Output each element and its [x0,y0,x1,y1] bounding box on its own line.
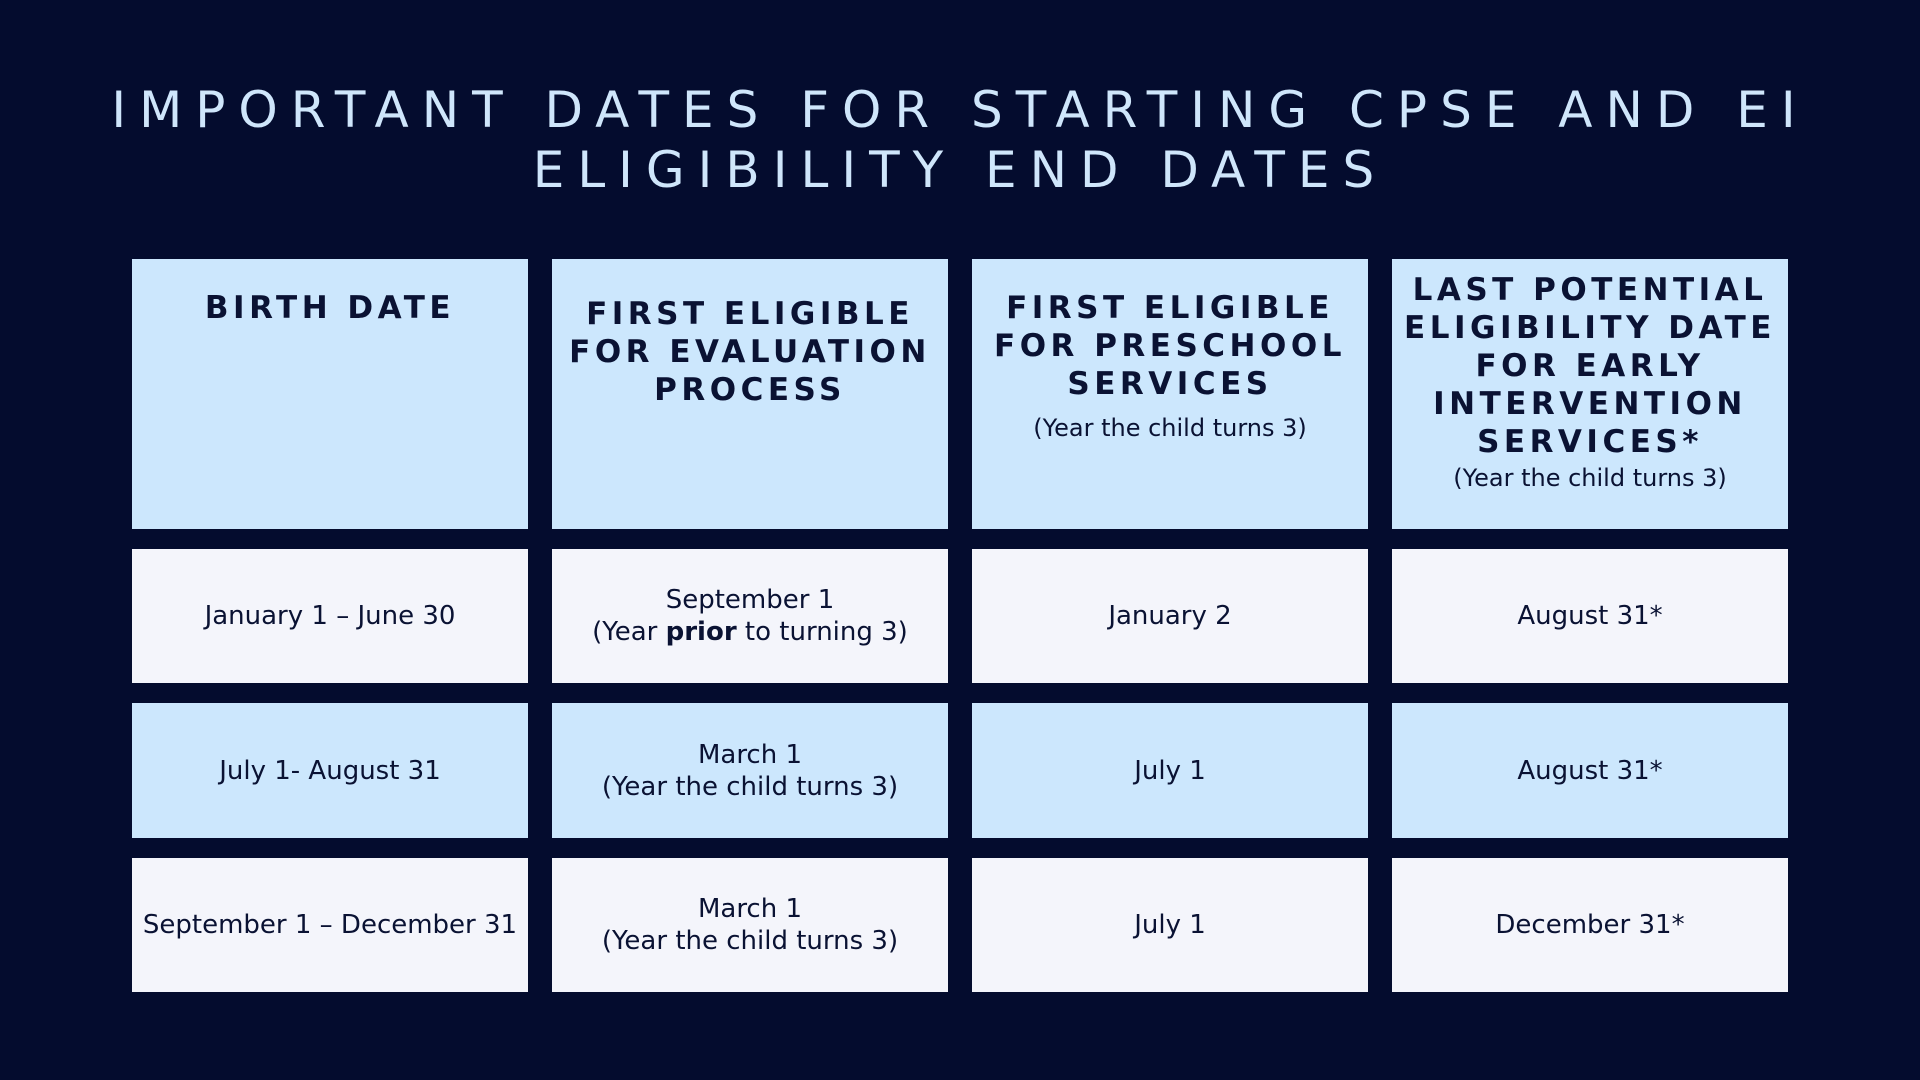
header-first-eligible-evaluation [552,259,948,529]
evaluation-note: (Year the child turns 3) [601,771,899,802]
header-birth-date [132,259,528,529]
evaluation-note-emphasis: prior [665,617,737,647]
preschool-date-value: July 1 [1134,910,1206,940]
birth-date-value: July 1- August 31 [219,755,441,786]
table-row-1-evaluation [552,549,948,683]
ei-end-date-value: August 31* [1517,601,1663,631]
table-row-2-preschool [972,703,1368,838]
table-row-1-birth-date [132,549,528,683]
table-row-1-ei-end [1392,549,1788,683]
table-row-2-ei-end [1392,703,1788,838]
evaluation-note-post: to turning 3) [736,617,908,647]
evaluation-note-pre: (Year [592,617,666,647]
table-row-1-preschool [972,549,1368,683]
header-first-eligible-preschool [972,259,1368,529]
table-row-3-preschool [972,858,1368,992]
evaluation-note: (Year the child turns 3) [601,926,899,956]
birth-date-value: January 1 – June 30 [204,601,456,631]
header-first-eligible-preschool-title: FIRST ELIGIBLE FOR PRESCHOOL SERVICES [994,290,1346,402]
header-first-eligible-evaluation-title: FIRST ELIGIBLE FOR EVALUATION PROCESS [569,296,931,408]
ei-end-date-value: December 31* [1495,910,1685,940]
evaluation-date-value: March 1 [697,739,803,770]
evaluation-note [586,616,914,648]
header-first-eligible-preschool-subtitle: (Year the child turns 3) [1033,414,1307,442]
table-row-3-evaluation [552,858,948,992]
table-row-3-ei-end [1392,858,1788,992]
preschool-date-value: January 2 [1108,601,1232,631]
header-last-ei-eligibility-title: LAST POTENTIAL ELIGIBILITY DATE FOR EARLY INTERVENTION SERVICES* [1404,272,1776,460]
evaluation-date-value: March 1 [697,894,803,924]
header-birth-date-title: BIRTH DATE [204,290,456,326]
header-last-ei-eligibility [1392,259,1788,529]
evaluation-date-value: September 1 [665,585,835,615]
table-row-2-evaluation [552,703,948,838]
preschool-date-value: July 1 [1134,755,1206,786]
table-row-2-birth-date [132,703,528,838]
page-title-line-2: ELIGIBILITY END DATES [532,141,1388,199]
page-title [0,80,1920,200]
birth-date-value: September 1 – December 31 [142,910,518,940]
header-last-ei-eligibility-subtitle: (Year the child turns 3) [1453,464,1727,492]
table-row-3-birth-date [132,858,528,992]
page-title-line-1: IMPORTANT DATES FOR STARTING CPSE AND EI [111,81,1809,139]
ei-end-date-value: August 31* [1517,755,1663,786]
eligibility-table [132,259,1788,992]
